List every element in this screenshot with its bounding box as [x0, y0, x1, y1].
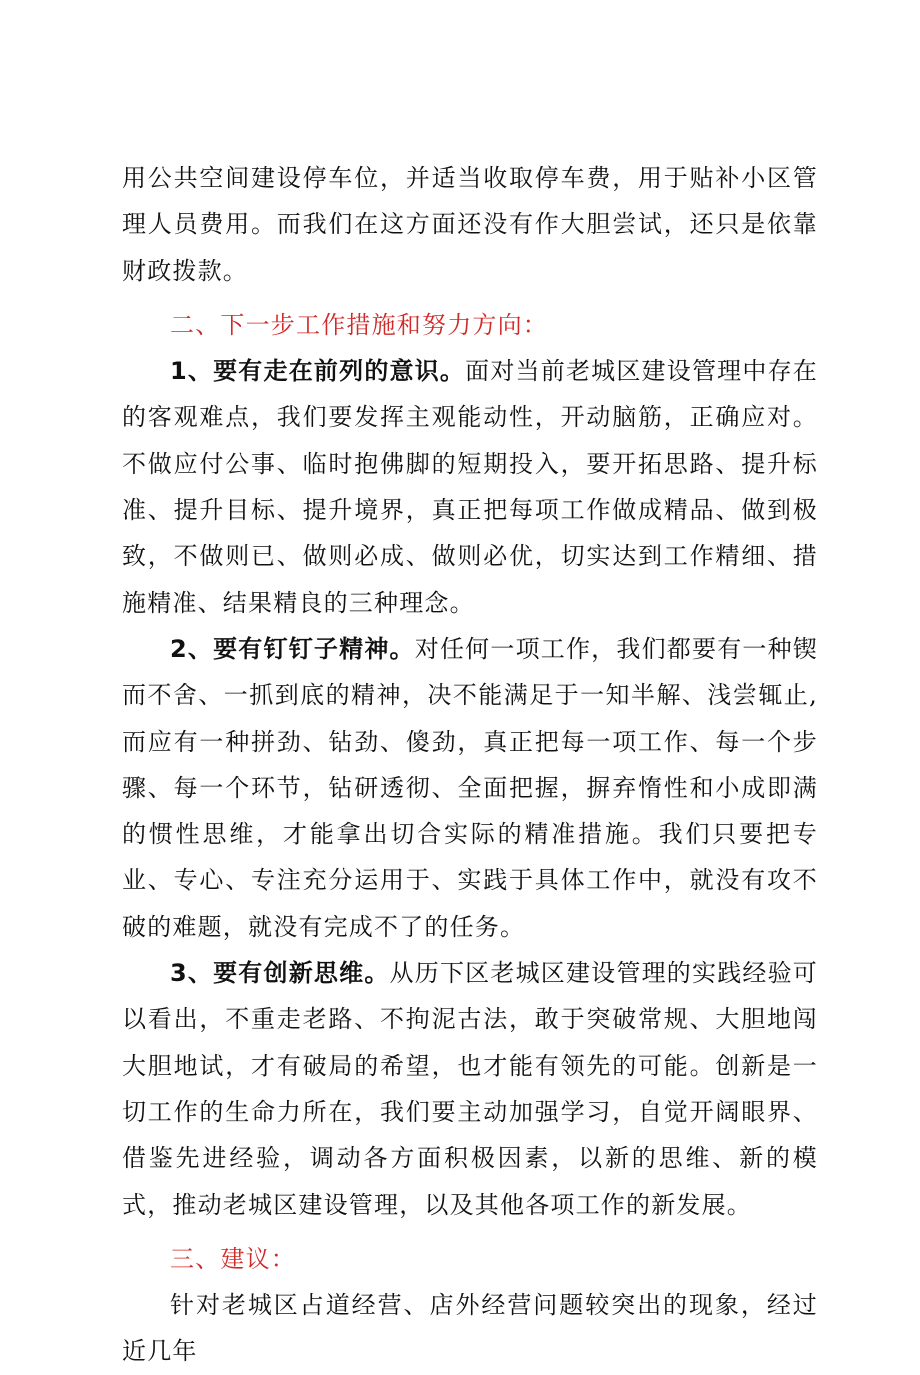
item-1-lead: 1、要有走在前列的意识。: [170, 357, 466, 386]
item-3-body: 从历下区老城区建设管理的实践经验可以看出，不重走老路、不拘泥古法，敢于突破常规、大胆地闯大胆地试，才有破局的希望，也才能有领先的可能。创新是一切工作的生命力所在，我们要主动加强学习，自觉开阔眼界、借鉴先进经验，调动各方面积极因素，以新的思维、新的模式，推动老城区建设管理，以及其他各项工作的新发展。: [122, 959, 819, 1219]
item-3-lead: 3、要有创新思维。: [170, 959, 390, 988]
section-three-heading: 三、建议：: [170, 1244, 296, 1273]
section-two-heading: 二、下一步工作措施和努力方向：: [170, 310, 548, 339]
item-2-paragraph: [122, 626, 818, 950]
item-2-body: 对任何一项工作，我们都要有一种锲而不舍、一抓到底的精神，决不能满足于一知半解、浅尝辄止,而应有一种拼劲、钻劲、傻劲，真正把每一项工作、每一个步骤、每一个环节，钻研透彻、全面把握，摒弃惰性和小成即满的惯性思维，才能拿出切合实际的精准措施。我们只要把专业、专心、专注充分运用于、实践于具体工作中，就没有攻不破的难题，就没有完成不了的任务。: [122, 634, 819, 941]
item-1-paragraph: [122, 348, 818, 626]
item-2-lead: 2、要有钉钉子精神。: [170, 634, 415, 663]
closing-paragraph: 针对老城区占道经营、店外经营问题较突出的现象，经过近几年: [122, 1291, 818, 1366]
item-1-body: 面对当前老城区建设管理中存在的客观难点，我们要发挥主观能动性，开动脑筋，正确应对。不做应付公事、临时抱佛脚的短期投入，要开拓思路、提升标准、提升目标、提升境界，真正把每项工作做成精品、做到极致，不做则已、做则必成、做则必优，切实达到工作精细、措施精准、结果精良的三种理念。: [122, 357, 818, 617]
intro-paragraph: 用公共空间建设停车位，并适当收取停车费，用于贴补小区管理人员费用。而我们在这方面还没有作大胆尝试，还只是依靠财政拨款。: [122, 164, 818, 285]
document-body: [122, 155, 818, 1375]
item-3-paragraph: [122, 950, 818, 1228]
